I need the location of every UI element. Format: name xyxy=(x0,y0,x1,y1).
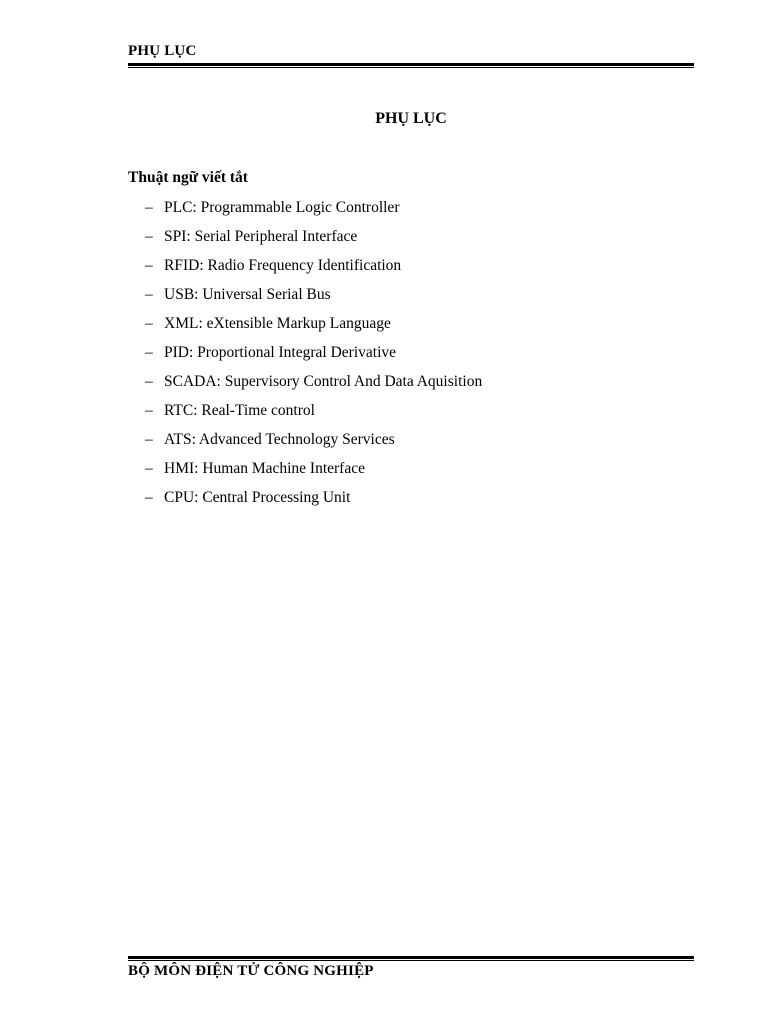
footer-rule xyxy=(128,956,694,961)
dash-bullet: – xyxy=(145,199,153,216)
list-item xyxy=(145,193,482,222)
list-item xyxy=(145,280,482,309)
list-item-text: SCADA: Supervisory Control And Data Aquisition xyxy=(164,373,483,390)
list-item xyxy=(145,454,482,483)
list-item xyxy=(145,338,482,367)
list-item-text: RTC: Real-Time control xyxy=(164,402,315,419)
list-item-text: CPU: Central Processing Unit xyxy=(164,489,351,506)
list-item-text: PLC: Programmable Logic Controller xyxy=(164,199,400,216)
section-heading: Thuật ngữ viết tắt xyxy=(128,169,248,186)
header-rule xyxy=(128,63,694,68)
dash-bullet: – xyxy=(145,286,153,303)
list-item-text: SPI: Serial Peripheral Interface xyxy=(164,228,358,245)
dash-bullet: – xyxy=(145,228,153,245)
running-header: PHỤ LỤC xyxy=(128,43,197,59)
dash-bullet: – xyxy=(145,373,153,390)
dash-bullet: – xyxy=(145,489,153,506)
dash-bullet: – xyxy=(145,431,153,448)
list-item xyxy=(145,251,482,280)
list-item-text: USB: Universal Serial Bus xyxy=(164,286,331,303)
list-item xyxy=(145,222,482,251)
list-item-text: HMI: Human Machine Interface xyxy=(164,460,365,477)
dash-bullet: – xyxy=(145,460,153,477)
list-item-text: PID: Proportional Integral Derivative xyxy=(164,344,397,361)
list-item xyxy=(145,425,482,454)
list-item xyxy=(145,309,482,338)
running-footer: BỘ MÔN ĐIỆN TỬ CÔNG NGHIỆP xyxy=(128,963,374,979)
abbreviation-list xyxy=(145,193,482,512)
list-item xyxy=(145,396,482,425)
dash-bullet: – xyxy=(145,315,153,332)
dash-bullet: – xyxy=(145,402,153,419)
list-item xyxy=(145,367,482,396)
dash-bullet: – xyxy=(145,344,153,361)
list-item-text: ATS: Advanced Technology Services xyxy=(164,431,395,448)
list-item xyxy=(145,483,482,512)
list-item-text: XML: eXtensible Markup Language xyxy=(164,315,391,332)
page-title: PHỤ LỤC xyxy=(375,110,447,127)
list-item-text: RFID: Radio Frequency Identification xyxy=(164,257,402,274)
dash-bullet: – xyxy=(145,257,153,274)
